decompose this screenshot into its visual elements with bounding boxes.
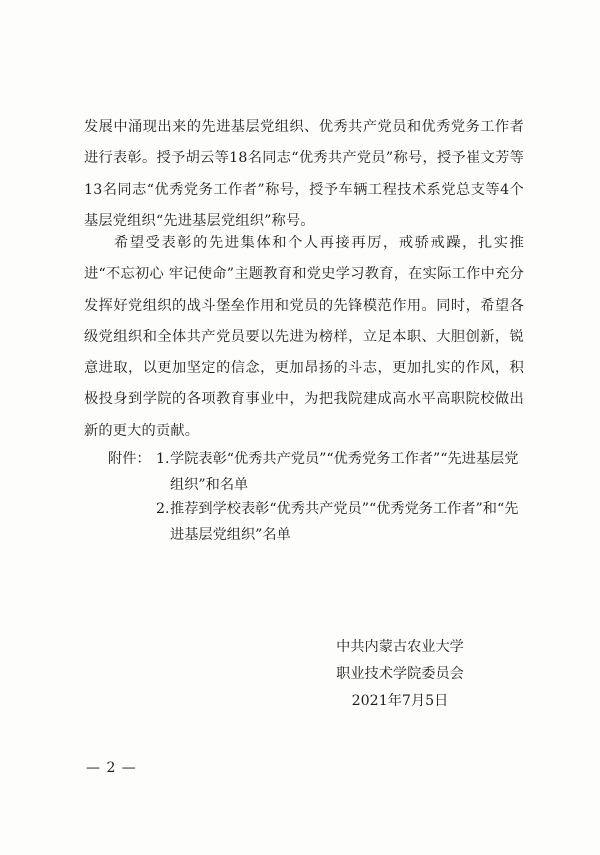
attachment-text: 推荐到学校表彰“优秀共产党员”“优秀党务工作者”和“先进基层党组织”名单 [170, 501, 519, 543]
page-number: — 2 — [86, 760, 137, 776]
signature-organization-line2: 职业技术学院委员会 [336, 666, 464, 682]
body-paragraph-hopes: 希望受表彰的先进集体和个人再接再厉，戒骄戒躁，扎实推进“不忘初心 牢记使命”主题教育和党史学习教育，在实际工作中充分发挥好党组织的战斗堡垒作用和党员的先锋模范作用。同时，希望各级党组织和全体共产党员要以先进为榜样，立足本职、大胆创新，锐意进取，以更加坚定的信念，更加昂扬的斗志，更加扎实的作风，积极投身到学院的各项教育事业中，为把我院建成高水平高职院校做出新的更大的贡献。 [84, 235, 524, 439]
attachment-number: 2. [156, 501, 170, 517]
signature-date: 2021年7月5日 [351, 693, 449, 709]
body-paragraph-commendation: 发展中涌现出来的先进基层党组织、优秀共产党员和优秀党务工作者进行表彰。授予胡云等18名同志“优秀共产党员”称号，授予崔文芳等13名同志“优秀党务工作者”称号，授予车辆工程技术系党总支等4个基层党组织“先进基层党组织”称号。 [84, 119, 524, 229]
attachment-item-2 [108, 496, 528, 548]
attachment-text: 学院表彰“优秀共产党员”“优秀党务工作者”“先进基层党组织”和名单 [170, 451, 519, 493]
attachment-item-1 [108, 446, 528, 498]
attachment-number: 1. [156, 451, 170, 467]
signature-organization-line1: 中共内蒙古农业大学 [336, 639, 464, 655]
attachments-label: 附件： [108, 451, 151, 467]
